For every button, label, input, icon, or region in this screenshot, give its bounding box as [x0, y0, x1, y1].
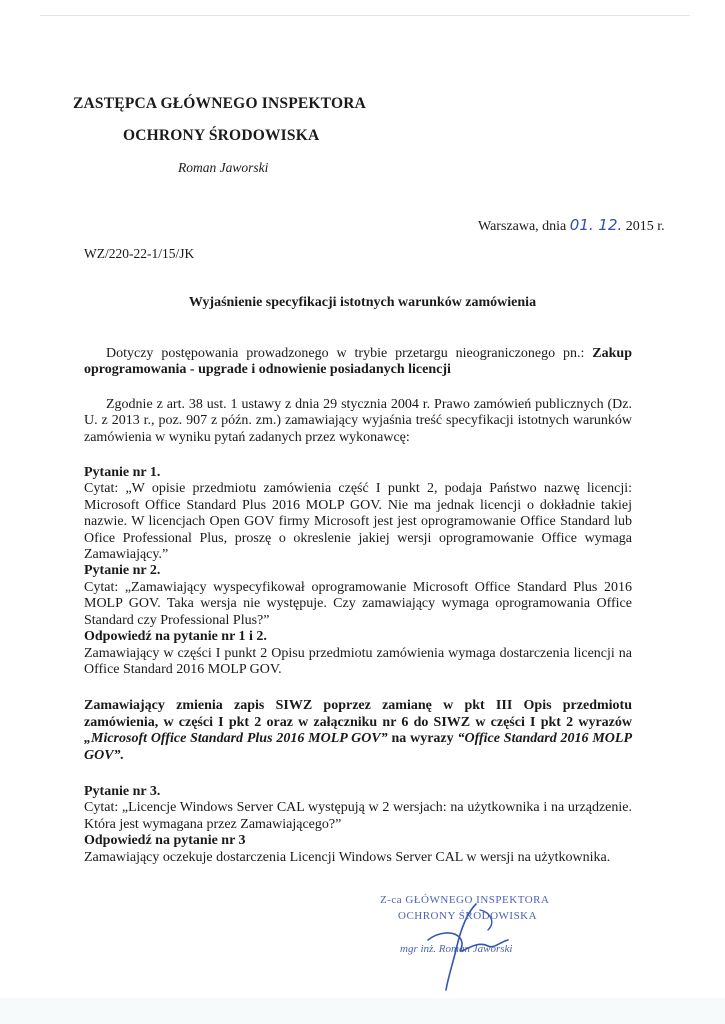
- date-prefix: Warszawa, dnia: [478, 219, 567, 234]
- question-3-text: Cytat: „Licencje Windows Server CAL występują w 2 wersjach: na użytkownika i na urządzenie. Która jest wymagana przez Zamawiającego?”: [84, 800, 632, 832]
- intro-subject: Zakup oprogramowania - upgrade i odnowienie posiadanych licencji: [84, 346, 632, 378]
- question-3-heading: Pytanie nr 3.: [84, 783, 161, 799]
- change-part2: na wyrazy: [387, 731, 458, 747]
- date-suffix: 2015 r.: [625, 219, 665, 234]
- answer-1-2-heading: Odpowiedź na pytanie nr 1 i 2.: [84, 629, 267, 645]
- siwz-change-paragraph: [84, 698, 632, 764]
- official-stamp: [368, 892, 588, 992]
- change-new-wording: “Office Standard 2016 MOLP GOV”.: [84, 731, 632, 763]
- legal-paragraph: Zgodnie z art. 38 ust. 1 ustawy z dnia 29 stycznia 2004 r. Prawo zamówień publicznych (Dz. U. z 2013 r., poz. 907 z późn. zm.) zamawiający wyjaśnia treść specyfikacji istotnych warunków zamówienia w wyniku pytań zadanych przez wykonawcę:: [84, 396, 632, 445]
- answer-1-2-text: Zamawiający w części I punkt 2 Opisu przedmiotu zamówienia wymaga dostarczenia licencji na Office Standard 2016 MOLP GOV.: [84, 645, 632, 677]
- change-part1: Zamawiający zmienia zapis SIWZ poprzez zamianę w pkt III Opis przedmiotu zamówienia, w części I pkt 2 oraz w załączniku nr 6 do SIWZ w części I pkt 2 wyrazów: [84, 698, 632, 730]
- change-old-wording: „Microsoft Office Standard Plus 2016 MOLP GOV”: [84, 731, 388, 747]
- handwritten-signature: [368, 892, 588, 992]
- intro-lead: Dotyczy postępowania prowadzonego w trybie przetargu nieograniczonego pn.:: [106, 346, 593, 361]
- intro-paragraph: [84, 346, 632, 379]
- letterhead-title-line1: ZASTĘPCA GŁÓWNEGO INSPEKTORA: [73, 95, 366, 112]
- date-line: [478, 216, 665, 235]
- bottom-scan-edge: [0, 998, 725, 1024]
- stamp-line3: mgr inż. Roman Jaworski: [400, 943, 513, 955]
- question-1-text: Cytat: „W opisie przedmiotu zamówienia część I punkt 2, podaja Państwo nazwę licencji: Microsoft Office Standard Plus 2016 MOLP GOV. Nie ma jednak licencji o dokładnie takiej nazwie. W licencjach Open GOV firmy Microsoft jest jest oprogramowanie Office Standard lub Ofice Professional Plus, proszę o okreslenie jakiej wersji oprogramowanie Office wymaga Zamawiający.”: [84, 481, 632, 563]
- top-border-line: [40, 15, 690, 16]
- question-1-heading: Pytanie nr 1.: [84, 465, 161, 481]
- question-2-text: Cytat: „Zamawiający wyspecyfikował oprogramowanie Microsoft Office Standard Plus 2016 MOLP GOV. Taka wersja nie występuje. Czy zamawiający wymaga oprogramowania Office Standard czy Professional Plus?”: [84, 579, 632, 628]
- letterhead-name: Roman Jaworski: [178, 160, 269, 175]
- answer-3-text: Zamawiający oczekuje dostarczenia Licencji Windows Server CAL w wersji na użytkownika.: [84, 849, 611, 865]
- reference-number: WZ/220-22-1/15/JK: [84, 246, 195, 261]
- document-title: Wyjaśnienie specyfikacji istotnych warunków zamówienia: [188, 295, 537, 310]
- answer-3-heading: Odpowiedź na pytanie nr 3: [84, 833, 246, 849]
- date-handwritten: 01. 12.: [569, 216, 623, 234]
- stamp-line2: OCHRONY ŚRODOWISKA: [398, 910, 538, 922]
- letterhead-title-line2: OCHRONY ŚRODOWISKA: [123, 127, 320, 144]
- question-2-heading: Pytanie nr 2.: [84, 563, 161, 579]
- document-body: [84, 346, 632, 866]
- stamp-line1: Z-ca GŁÓWNEGO INSPEKTORA: [380, 894, 550, 906]
